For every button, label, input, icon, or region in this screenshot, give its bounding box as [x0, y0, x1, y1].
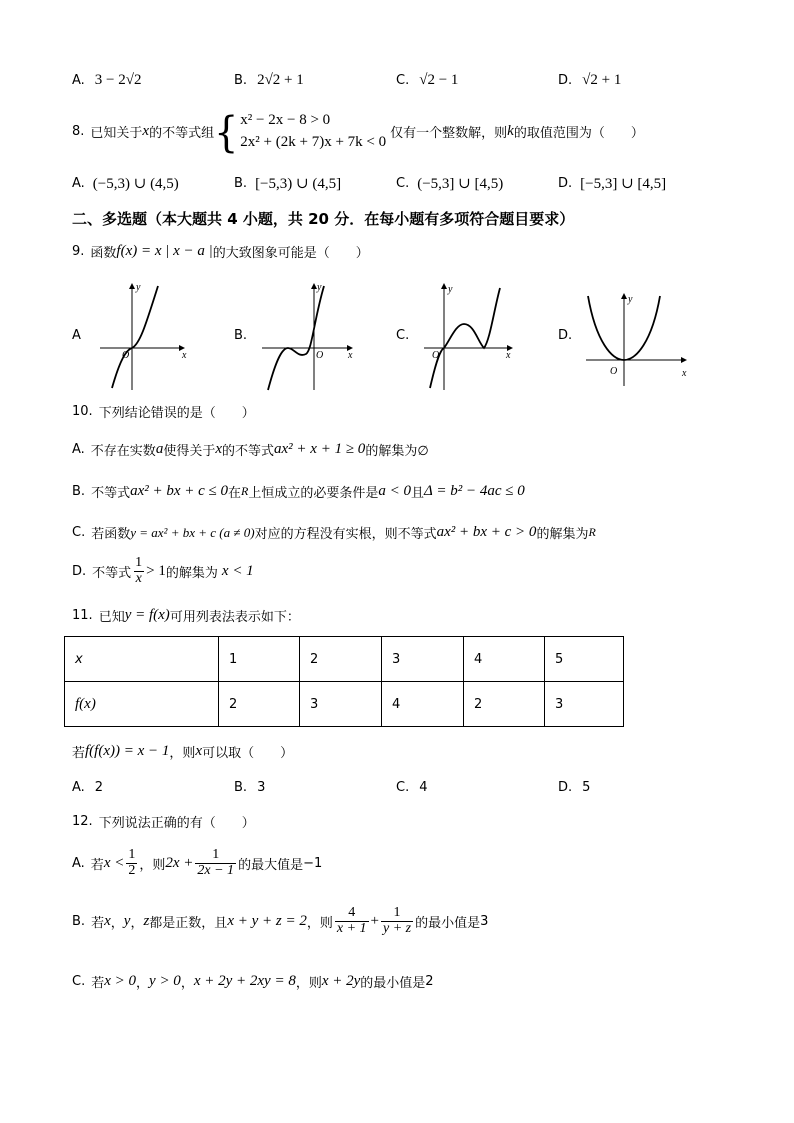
- q11-option-a[interactable]: A. 2: [72, 780, 104, 795]
- q10-option-b[interactable]: B. 不等式 ax² + bx + c ≤ 0 在 R 上恒成立的必要条件是 a < 0 且 Δ = b² − 4ac ≤ 0: [72, 483, 525, 501]
- q9-graph-d-label[interactable]: D.: [558, 328, 573, 343]
- q9-stem: 9. 函数 f(x) = x | x − a | 的大致图象可能是（ ）: [72, 243, 369, 261]
- q9-graph-a-label[interactable]: A: [72, 328, 81, 343]
- function-curve: [268, 286, 324, 390]
- x-axis-label: x: [506, 350, 511, 361]
- table-cell: 3: [382, 637, 464, 682]
- table-cell: 3: [300, 682, 382, 727]
- fraction: $\frac{1}{2x - 1}$: [197, 847, 235, 878]
- q10-option-a[interactable]: A. 不存在实数 a 使得关于 x 的不等式 ax² + x + 1 ≥ 0 的解集为∅: [72, 441, 429, 459]
- fraction: $\frac{1}{y + z}$: [383, 905, 412, 936]
- q12-option-a[interactable]: A. 若 x < $\frac{1}{2}$ ，则 2x + $\frac{1}{2x - 1}$ 的最大值是 −1: [72, 847, 323, 878]
- function-curve: [430, 288, 500, 388]
- q9-graph-b[interactable]: [260, 280, 360, 392]
- q9-graph-c-label[interactable]: C.: [396, 328, 410, 343]
- origin-label: O: [432, 350, 440, 361]
- q11-option-c[interactable]: C. 4: [396, 780, 428, 795]
- function-table: [64, 636, 624, 727]
- table-row: [65, 637, 624, 682]
- q10-option-c[interactable]: C. 若函数 y = ax² + bx + c (a ≠ 0) 对应的方程没有实根，则不等式 ax² + bx + c > 0 的解集为 R: [72, 524, 596, 542]
- origin-label: O: [610, 366, 618, 377]
- origin-label: O: [316, 350, 324, 361]
- table-cell: 4: [382, 682, 464, 727]
- table-row: [65, 682, 624, 727]
- table-cell: 2: [219, 682, 300, 727]
- section-heading: 二、多选题（本大题共 4 小题，共 20 分．在每小题有多项符合题目要求）: [72, 210, 575, 228]
- q8-option-b[interactable]: B. [−5,3) ∪ (4,5]: [234, 176, 342, 192]
- q7-option-b[interactable]: B. 2√2 + 1: [234, 72, 304, 88]
- q10-stem: 10. 下列结论错误的是（ ）: [72, 404, 255, 421]
- function-curve: [112, 286, 158, 388]
- q8-option-a[interactable]: A. (−5,3) ∪ (4,5): [72, 176, 179, 192]
- fraction: $\frac{1}{x}$: [135, 555, 143, 586]
- y-axis-label: y: [448, 284, 453, 295]
- q7-option-c[interactable]: C. √2 − 1: [396, 72, 459, 88]
- q11-condition: 若 f(f(x)) = x − 1 ，则 x 可以取（ ）: [72, 743, 294, 761]
- x-axis-label: x: [182, 350, 187, 361]
- origin-label: O: [122, 350, 130, 361]
- q8-option-c[interactable]: C. (−5,3] ∪ [4,5): [396, 176, 504, 192]
- q8-option-d[interactable]: D. [−5,3] ∪ [4,5]: [558, 176, 667, 192]
- q7-option-a[interactable]: A. 3 − 2√2: [72, 72, 142, 88]
- q11-option-d[interactable]: D. 5: [558, 780, 591, 795]
- q8-stem: 8. 已知关于 x 的不等式组 { x² − 2x − 8 > 0 2x² + (2k + 7)x + 7k < 0 仅有一个整数解，则 k 的取值范围为（ ）: [72, 107, 644, 156]
- table-cell: 1: [219, 637, 300, 682]
- q11-option-b[interactable]: B. 3: [234, 780, 266, 795]
- table-cell: 4: [464, 637, 545, 682]
- x-axis-label: x: [682, 368, 687, 379]
- y-axis-label: y: [136, 282, 141, 293]
- q12-option-c[interactable]: C. 若 x > 0 ， y > 0 ， x + 2y + 2xy = 8 ，则 x + 2y 的最小值是 2: [72, 973, 434, 991]
- table-cell: f(x): [65, 682, 219, 727]
- q7-option-d[interactable]: D. √2 + 1: [558, 72, 622, 88]
- inequality-system: x² − 2x − 8 > 0 2x² + (2k + 7)x + 7k < 0: [240, 112, 387, 150]
- q11-stem: 11. 已知 y = f(x) 可用列表法表示如下：: [72, 607, 300, 625]
- y-axis-label: y: [317, 282, 322, 293]
- q9-graph-d[interactable]: [582, 290, 692, 390]
- x-axis-label: x: [348, 350, 353, 361]
- table-cell: x: [65, 637, 219, 682]
- q12-option-b[interactable]: B. 若 x ， y ， z 都是正数，且 x + y + z = 2 ，则 $\frac{4}{x + 1}$ + $\frac{1}{y + z}$ 的最小值是 3: [72, 905, 489, 936]
- q10-option-d[interactable]: D. 不等式 $\frac{1}{x}$ > 1 的解集为 x < 1: [72, 555, 254, 586]
- table-cell: 3: [545, 682, 624, 727]
- q9-graph-b-label[interactable]: B.: [234, 328, 248, 343]
- fraction: $\frac{4}{x + 1}$: [336, 905, 367, 936]
- table-cell: 5: [545, 637, 624, 682]
- fraction: $\frac{1}{2}$: [128, 847, 136, 878]
- q12-stem: 12. 下列说法正确的有（ ）: [72, 814, 255, 831]
- system-brace: {: [214, 107, 239, 156]
- q9-graph-a[interactable]: [98, 280, 198, 392]
- table-cell: 2: [464, 682, 545, 727]
- q9-graph-c[interactable]: [420, 280, 520, 392]
- y-axis-label: y: [628, 294, 633, 305]
- table-cell: 2: [300, 637, 382, 682]
